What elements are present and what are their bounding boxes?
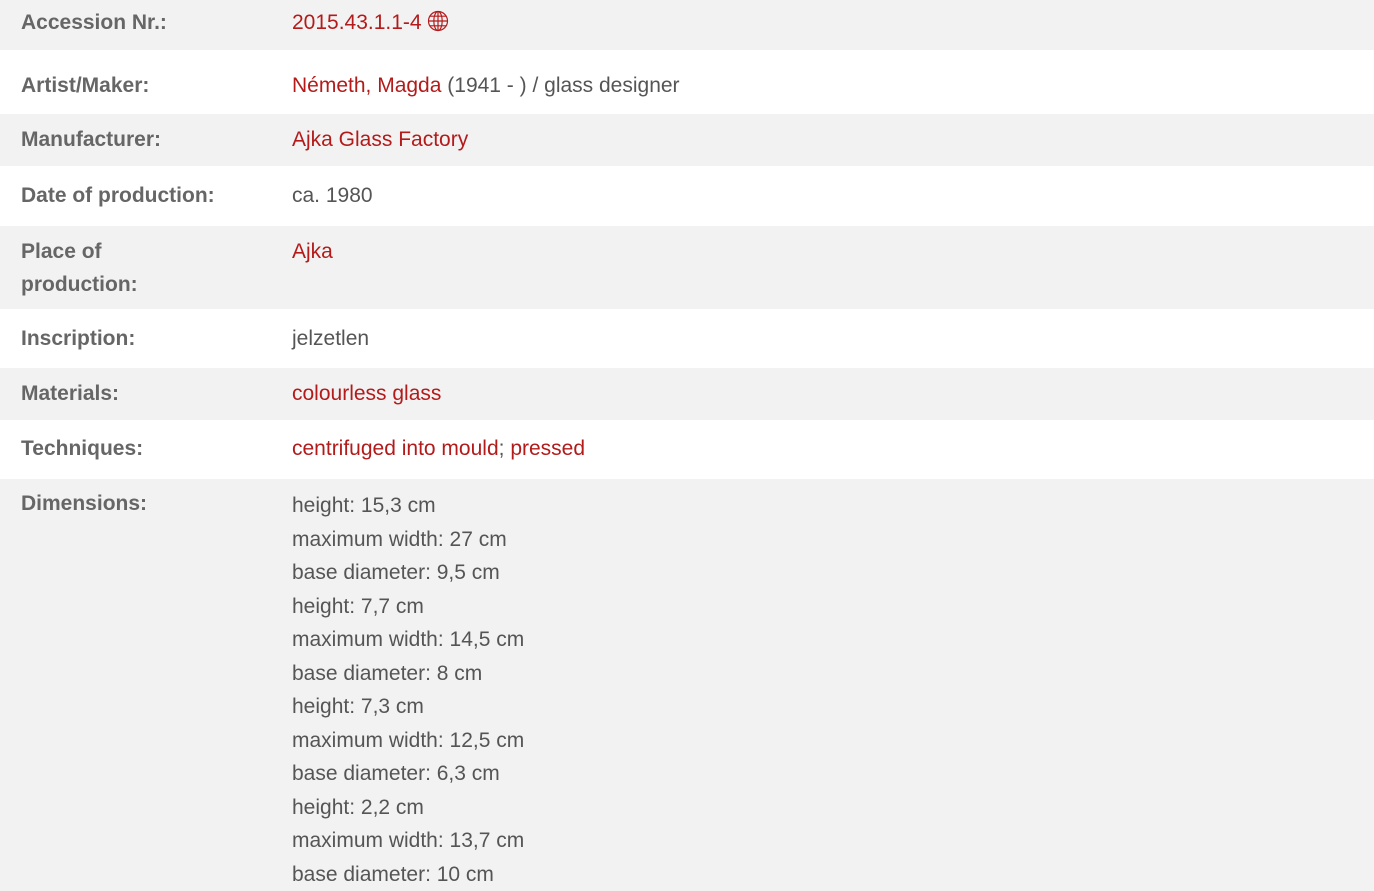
technique-link-pressed[interactable]: pressed xyxy=(510,437,586,460)
dimension-line: base diameter: 8 cm xyxy=(292,661,483,685)
dimension-line: height: 2,2 cm xyxy=(292,795,424,819)
dimensions-list xyxy=(292,489,524,891)
dimension-line: base diameter: 10 cm xyxy=(292,862,494,886)
inscription-value: jelzetlen xyxy=(292,327,370,350)
materials-label: Materials: xyxy=(21,382,120,405)
row-inscription xyxy=(0,312,1374,365)
place-link[interactable]: Ajka xyxy=(292,240,333,263)
dimension-line: height: 7,3 cm xyxy=(292,695,424,718)
row-dimensions xyxy=(0,479,1374,891)
dimension-line: maximum width: 14,5 cm xyxy=(292,628,525,651)
row-techniques xyxy=(0,423,1374,476)
techniques-label: Techniques: xyxy=(21,437,144,460)
inscription-label: Inscription: xyxy=(21,327,136,350)
place-label-line2: production: xyxy=(21,273,138,296)
manufacturer-link[interactable]: Ajka Glass Factory xyxy=(292,128,469,151)
row-materials xyxy=(0,368,1374,420)
date-label: Date of production: xyxy=(21,184,215,207)
technique-link-centrifuged[interactable]: centrifuged into mould xyxy=(292,437,499,460)
dimension-line: height: 15,3 cm xyxy=(292,494,436,517)
row-manufacturer xyxy=(0,114,1374,166)
date-value: ca. 1980 xyxy=(292,184,373,207)
accession-link[interactable]: 2015.43.1.1-4 xyxy=(292,11,422,34)
dimension-line: maximum width: 27 cm xyxy=(292,527,507,551)
row-artist xyxy=(0,55,1374,111)
row-place xyxy=(0,226,1374,309)
dimension-line: maximum width: 13,7 cm xyxy=(292,829,525,852)
dimension-line: maximum width: 12,5 cm xyxy=(292,728,525,752)
techniques-value-wrap xyxy=(292,432,585,466)
dimension-line: base diameter: 6,3 cm xyxy=(292,762,500,785)
place-label xyxy=(21,235,138,301)
accession-value-wrap xyxy=(292,6,449,43)
row-date xyxy=(0,170,1374,223)
technique-separator: ; xyxy=(498,437,505,460)
materials-link[interactable]: colourless glass xyxy=(292,382,442,405)
dimension-line: height: 7,7 cm xyxy=(292,594,424,618)
artist-label: Artist/Maker: xyxy=(21,74,150,97)
place-label-line1: Place of xyxy=(21,240,102,263)
artist-extra: (1941 - ) / glass designer xyxy=(447,74,680,97)
row-accession xyxy=(0,0,1374,50)
globe-icon[interactable] xyxy=(427,9,449,43)
accession-label: Accession Nr.: xyxy=(21,11,167,34)
artist-link[interactable]: Németh, Magda xyxy=(292,74,442,97)
dimensions-label: Dimensions: xyxy=(21,492,148,515)
artist-value-wrap xyxy=(292,69,680,103)
manufacturer-label: Manufacturer: xyxy=(21,128,162,151)
dimension-line: base diameter: 9,5 cm xyxy=(292,561,500,584)
